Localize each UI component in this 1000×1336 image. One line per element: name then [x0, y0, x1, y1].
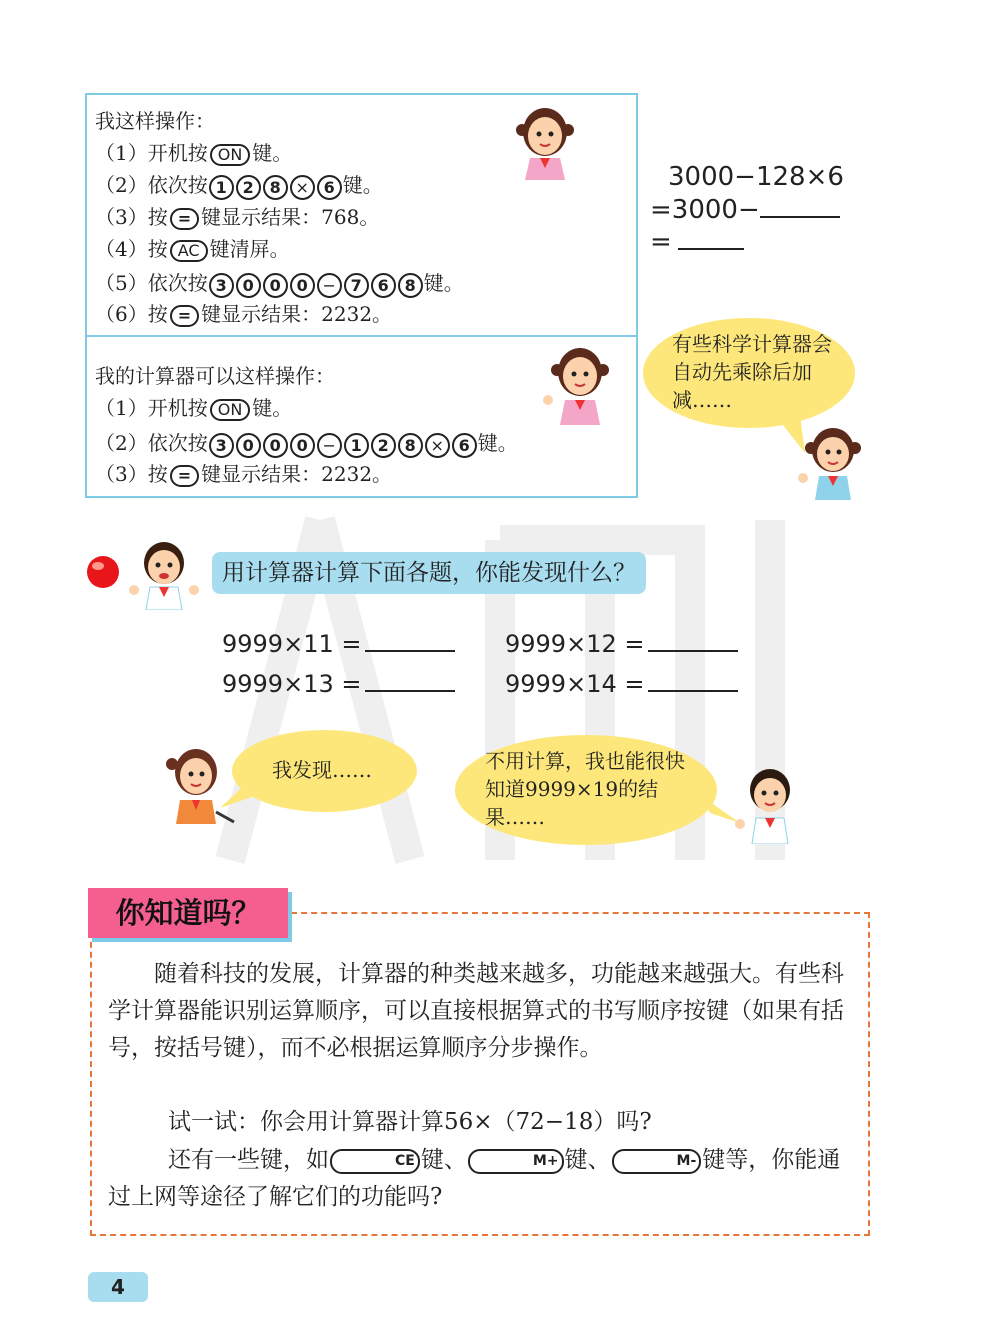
method1-step5: （5）依次按 3 0 0 0 − 7 6 8 键。 [95, 267, 464, 298]
method1-title: 我这样操作： [95, 109, 215, 133]
key-sequence [208, 432, 478, 458]
m-minus-key: M- [612, 1149, 702, 1174]
calculator-key: 0 [263, 433, 288, 458]
calculator-key: 8 [263, 175, 288, 200]
science-bubble-text: 有些科学计算器会自动先乘除后加减…… [672, 332, 832, 412]
method1-step1: （1）开机按 ON 键。 [95, 141, 293, 165]
calculator-key: 0 [290, 273, 315, 298]
girl-pointing-illustration [540, 340, 615, 425]
method1-step6: （6）按 = 键显示结果：2232。 [95, 302, 393, 326]
calculator-key: 2 [236, 175, 261, 200]
key-sequence [208, 272, 424, 298]
calculator-key: 0 [290, 433, 315, 458]
calculator-key: 8 [398, 273, 423, 298]
calculator-key: 7 [344, 273, 369, 298]
calculator-key: − [317, 433, 342, 458]
calculator-key: 3 [209, 273, 234, 298]
method2-step2: （2）依次按 3 0 0 0 − 1 2 8 × 6 键。 [95, 427, 518, 458]
calculator-key: 2 [371, 433, 396, 458]
panel-divider [87, 335, 636, 337]
answer-blank [648, 668, 738, 692]
exercise-prompt: 用计算器计算下面各题，你能发现什么？ [212, 552, 646, 594]
calc-line1: 3000−128×6 [668, 162, 844, 192]
key-sequence [208, 174, 343, 200]
equals-key: = [170, 465, 199, 487]
calculator-key: 0 [236, 433, 261, 458]
method1-step2: （2）依次按 1 2 8 × 6 键。 [95, 169, 383, 200]
answer-blank [365, 628, 455, 652]
calculator-key: 8 [398, 433, 423, 458]
exercise-4: 9999×14 = [505, 668, 738, 698]
calculator-key: × [290, 175, 315, 200]
ce-key: CE [330, 1149, 420, 1174]
calc-line3: = [650, 226, 744, 257]
calculator-key: − [317, 273, 342, 298]
answer-blank [648, 628, 738, 652]
exercise-1: 9999×11 = [222, 628, 455, 658]
red-ball-icon [86, 555, 120, 589]
method1-step3: （3）按 = 键显示结果：768。 [95, 205, 380, 229]
try-it-paragraph: 试一试：你会用计算器计算56×（72−18）吗? [168, 1109, 652, 1135]
calculator-key: 0 [236, 273, 261, 298]
calculator-key: 6 [371, 273, 396, 298]
method2-step1: （1）开机按 ON 键。 [95, 396, 293, 420]
did-you-know-paragraph: 随着科技的发展，计算器的种类越来越多，功能越来越强大。有些科学计算器能识别运算顺序，可以直接根据算式的书写顺序按键（如果有括号，按括号键），而不必根据运算顺序分步操作。 [108, 961, 844, 1061]
method2-title: 我的计算器可以这样操作： [95, 364, 335, 388]
on-key: ON [210, 144, 251, 166]
calculator-key: 1 [344, 433, 369, 458]
found-bubble-text: 我发现…… [272, 758, 372, 782]
answer-blank [760, 194, 840, 218]
page-number: 4 [88, 1272, 148, 1302]
boy-thinking-illustration [730, 762, 805, 844]
calc-line2: =3000− [650, 194, 840, 225]
quick-bubble-text: 不用计算，我也能很快知道9999×19的结果…… [485, 749, 685, 829]
method1-step4: （4）按 AC 键清屏。 [95, 237, 290, 261]
method2-step3: （3）按 = 键显示结果：2232。 [95, 462, 393, 486]
did-you-know-title: 你知道吗？ [88, 888, 288, 938]
calculator-key: 1 [209, 175, 234, 200]
equals-key: = [170, 208, 199, 230]
m-plus-key: M+ [468, 1149, 564, 1174]
answer-blank [365, 668, 455, 692]
calculator-key: 6 [317, 175, 342, 200]
bubble-tail [220, 780, 260, 810]
on-key: ON [210, 399, 251, 421]
other-keys-paragraph: 还有一些键，如 CE 键、 M+ 键、 M- 键等，你能通过上网等途径了解它们的功能吗? [108, 1147, 841, 1210]
calculator-key: 3 [209, 433, 234, 458]
calculator-key: × [425, 433, 450, 458]
equals-key: = [170, 305, 199, 327]
exercise-2: 9999×12 = [505, 628, 738, 658]
boy-presenting-illustration [124, 535, 204, 610]
ac-key: AC [170, 240, 208, 262]
girl-thinking-illustration [510, 100, 580, 180]
answer-blank [678, 226, 744, 250]
girl-waving-illustration [795, 420, 865, 500]
calculator-key: 0 [263, 273, 288, 298]
exercise-3: 9999×13 = [222, 668, 455, 698]
calculator-key: 6 [452, 433, 477, 458]
